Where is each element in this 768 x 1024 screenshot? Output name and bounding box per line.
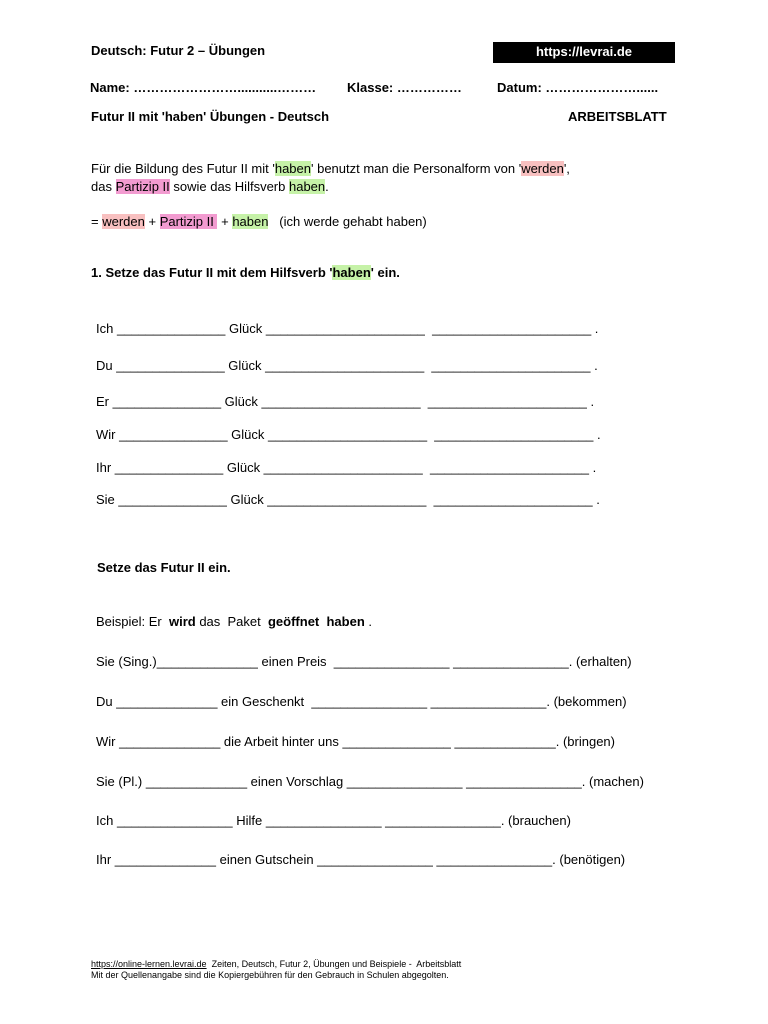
exercise-2-title: Setze das Futur II ein. [97, 560, 231, 575]
highlight-haben: haben [274, 161, 311, 176]
exercise-1-title [91, 265, 400, 280]
exercise-2-row[interactable]: Sie (Sing.)______________ einen Preis ________________ ________________. (erhalten) [96, 654, 632, 669]
exercise-2-row[interactable]: Ihr ______________ einen Gutschein ________________ ________________. (benötigen) [96, 852, 626, 867]
example-verb: wird [168, 614, 196, 629]
highlight-haben: haben [332, 265, 371, 280]
document-title: Deutsch: Futur 2 – Übungen [91, 43, 266, 58]
intro-text: Für die Bildung des Futur II mit ' [91, 161, 275, 176]
footer-text: Zeiten, Deutsch, Futur 2, Übungen und Beispiele - Arbeitsblatt [206, 959, 462, 969]
site-link[interactable]: https://levrai.de [493, 42, 675, 63]
highlight-haben: haben [288, 179, 326, 194]
intro-text: ' benutzt man die Personalform von ' [311, 161, 522, 176]
highlight-partizip: Partizip II [115, 179, 170, 194]
exercise-title-text: 1. Setze das Futur II mit dem Hilfsverb ' [91, 265, 333, 280]
highlight-werden: werden [521, 161, 564, 176]
exercise-1-row[interactable]: Ihr _______________ Glück ______________________ ______________________ . [96, 460, 597, 475]
intro-line-2 [91, 179, 329, 194]
exercise-2-row[interactable]: Ich ________________ Hilfe ________________ ________________. (brauchen) [96, 813, 571, 828]
exercise-1-row[interactable]: Du _______________ Glück ______________________ ______________________ . [96, 358, 598, 373]
klasse-field-label: Klasse: …………… [347, 80, 462, 95]
exercise-2-row[interactable]: Du ______________ ein Geschenkt ________________ ________________. (bekommen) [96, 694, 627, 709]
sheet-type-label: ARBEITSBLATT [568, 109, 667, 124]
intro-line-1 [91, 161, 570, 176]
footer-line-2: Mit der Quellenangabe sind die Kopiergebühren für den Gebrauch in Schulen abgegolten. [91, 970, 449, 980]
exercise-1-row[interactable]: Ich _______________ Glück ______________________ ______________________ . [96, 321, 599, 336]
formula-example: (ich werde gehabt haben) [268, 214, 427, 229]
example-text: . [364, 614, 372, 629]
highlight-werden: werden [102, 214, 145, 229]
formula-plus: + [217, 214, 233, 229]
datum-field-label: Datum: …………………...... [497, 80, 659, 95]
intro-text: . [325, 179, 329, 194]
intro-text: das [91, 179, 116, 194]
exercise-2-row[interactable]: Wir ______________ die Arbeit hinter uns _______________ ______________. (bringen) [96, 734, 615, 749]
intro-text: sowie das Hilfsverb [169, 179, 289, 194]
exercise-2-row[interactable]: Sie (Pl.) ______________ einen Vorschlag ________________ ________________. (machen) [96, 774, 644, 789]
exercise-title-text: ' ein. [370, 265, 400, 280]
name-field-label: Name: ……………………...........……… [90, 80, 317, 95]
example-text: das Paket [195, 614, 268, 629]
highlight-haben: haben [232, 214, 269, 229]
exercise-1-row[interactable]: Wir _______________ Glück ______________________ ______________________ . [96, 427, 601, 442]
footer-link[interactable]: https://online-lernen.levrai.de [91, 959, 207, 969]
example-line [96, 614, 372, 629]
worksheet-subtitle: Futur II mit 'haben' Übungen - Deutsch [91, 109, 330, 124]
exercise-1-row[interactable]: Er _______________ Glück ______________________ ______________________ . [96, 394, 595, 409]
exercise-1-row[interactable]: Sie _______________ Glück ______________________ ______________________ . [96, 492, 600, 507]
formula-plus: + [144, 214, 160, 229]
example-partizip: geöffnet haben [267, 614, 365, 629]
formula-line [91, 214, 427, 229]
intro-text: ', [563, 161, 570, 176]
example-text: Beispiel: Er [96, 614, 169, 629]
footer-line-1 [91, 959, 461, 969]
formula-equals: = [91, 214, 103, 229]
highlight-partizip: Partizip II [159, 214, 218, 229]
